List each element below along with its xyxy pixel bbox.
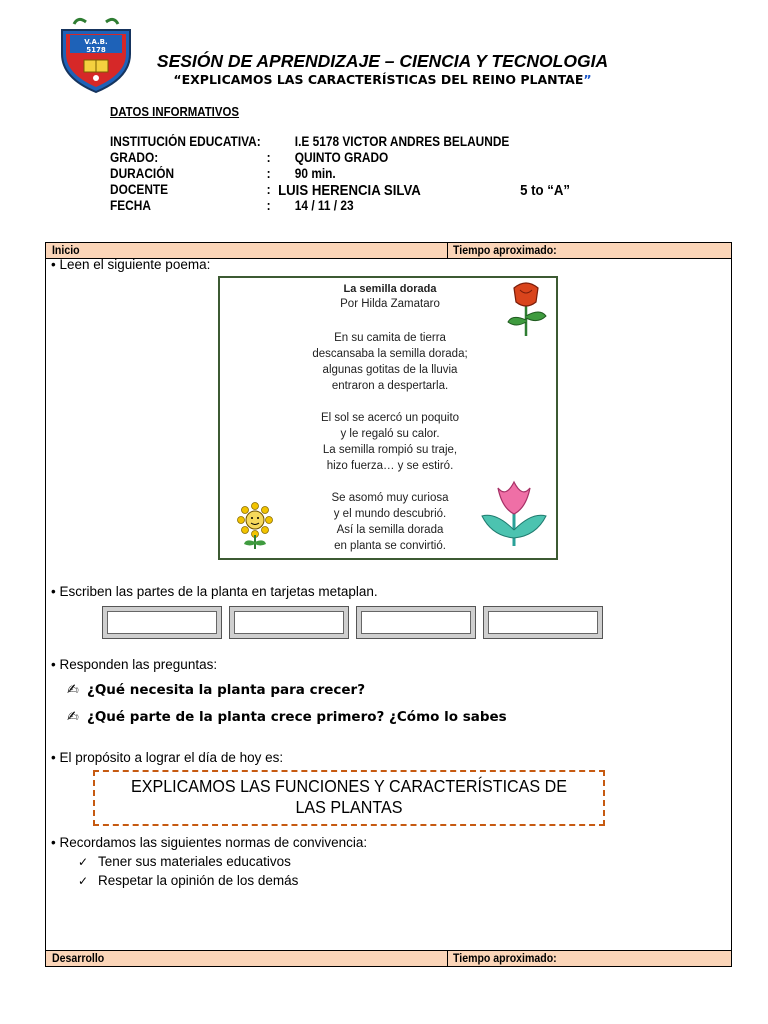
purpose-line-2: LAS PLANTAS	[295, 797, 403, 817]
poem-line: entraron a despertarla.	[331, 380, 449, 392]
info-value: LUIS HERENCIA SILVA	[278, 182, 421, 199]
bullet-parts: • Escriben las partes de la planta en tarjetas metaplan.	[51, 584, 378, 599]
bullet-norms: • Recordamos las siguientes normas de convivencia:	[51, 835, 368, 850]
poem-line: El sol se acercó un poquito	[320, 412, 460, 424]
poem-author: Por Hilda Zamataro	[340, 298, 440, 310]
bullet-questions: • Responden las preguntas:	[51, 657, 218, 672]
info-separator: :	[266, 166, 271, 181]
info-value: I.E 5178 VICTOR ANDRES BELAUNDE	[294, 134, 510, 149]
desarrollo-bar	[45, 950, 732, 967]
poem-title: La semilla dorada	[343, 283, 437, 295]
poem-line: hizo fuerza… y se estiró.	[326, 460, 454, 472]
poem-line: descansaba la semilla dorada;	[312, 348, 468, 360]
info-label: FECHA	[110, 198, 151, 213]
sunflower-icon	[236, 502, 274, 550]
purpose-line-1: EXPLICAMOS LAS FUNCIONES Y CARACTERÍSTICAS DE	[130, 776, 567, 796]
info-separator: :	[266, 150, 271, 165]
poem-line: En su camita de tierra	[334, 332, 446, 344]
norm-text: Respetar la opinión de los demás	[98, 873, 299, 888]
norm-text: Tener sus materiales educativos	[98, 854, 291, 869]
desarrollo-label: Desarrollo	[52, 951, 105, 965]
info-label: DOCENTE	[110, 182, 169, 197]
bar-divider	[447, 243, 448, 258]
info-separator: :	[266, 182, 271, 197]
info-value: 14 / 11 / 23	[294, 198, 354, 213]
metaplan-card[interactable]	[102, 606, 222, 639]
subtitle-close-quote: ”	[583, 72, 592, 87]
metaplan-card[interactable]	[229, 606, 349, 639]
question-text: ¿Qué parte de la planta crece primero? ¿Cómo lo sabes	[87, 709, 507, 725]
poem-line: y el mundo descubrió.	[333, 508, 447, 520]
norm-item	[78, 854, 291, 869]
poem-line: Así la semilla dorada	[336, 524, 444, 536]
purpose-text	[115, 776, 582, 818]
svg-text:5178: 5178	[86, 46, 106, 54]
question-2	[67, 709, 507, 725]
question-text: ¿Qué necesita la planta para crecer?	[87, 682, 366, 698]
poem-line: en planta se convirtió.	[334, 540, 446, 552]
bullet-poem-intro: • Leen el siguiente poema:	[51, 257, 211, 272]
question-1	[67, 682, 365, 698]
poem-line: La semilla rompió su traje,	[322, 444, 458, 456]
check-icon: ✓	[78, 874, 89, 888]
norm-item	[78, 873, 298, 888]
tulip-icon	[478, 478, 550, 548]
info-label: GRADO:	[110, 150, 159, 165]
bullet-purpose: • El propósito a lograr el día de hoy es:	[51, 750, 284, 765]
info-label: INSTITUCIÓN EDUCATIVA:	[110, 134, 261, 149]
info-extra: 5 to “A”	[520, 182, 570, 199]
poem-line: y le regaló su calor.	[340, 428, 440, 440]
info-separator: :	[266, 198, 271, 213]
info-value: QUINTO GRADO	[294, 150, 389, 165]
page-title: SESIÓN DE APRENDIZAJE – CIENCIA Y TECNOLOGIA	[156, 51, 609, 71]
info-label: DURACIÓN	[110, 166, 175, 181]
metaplan-card[interactable]	[483, 606, 603, 639]
tiempo-label: Tiempo aproximado:	[453, 243, 557, 257]
poem-box	[218, 276, 558, 560]
info-value: 90 min.	[294, 166, 336, 181]
poem-line: Se asomó muy curiosa	[331, 492, 449, 504]
page-subtitle	[110, 72, 655, 87]
subtitle-open-quote: “	[173, 72, 182, 87]
subtitle-text: EXPLICAMOS LAS CARACTERÍSTICAS DEL REINO PLANTAE	[181, 72, 584, 87]
writing-hand-icon: ✍	[67, 682, 79, 698]
inicio-label: Inicio	[52, 243, 80, 257]
tiempo-label: Tiempo aproximado:	[453, 951, 557, 965]
metaplan-card[interactable]	[356, 606, 476, 639]
datos-heading: DATOS INFORMATIVOS	[110, 104, 240, 119]
writing-hand-icon: ✍	[67, 709, 79, 725]
rose-icon	[502, 280, 550, 338]
purpose-box	[93, 770, 605, 826]
check-icon: ✓	[78, 855, 89, 869]
bar-divider	[447, 951, 448, 966]
poem-line: algunas gotitas de la lluvia	[322, 364, 458, 376]
svg-text:V.A.B.: V.A.B.	[84, 38, 108, 46]
